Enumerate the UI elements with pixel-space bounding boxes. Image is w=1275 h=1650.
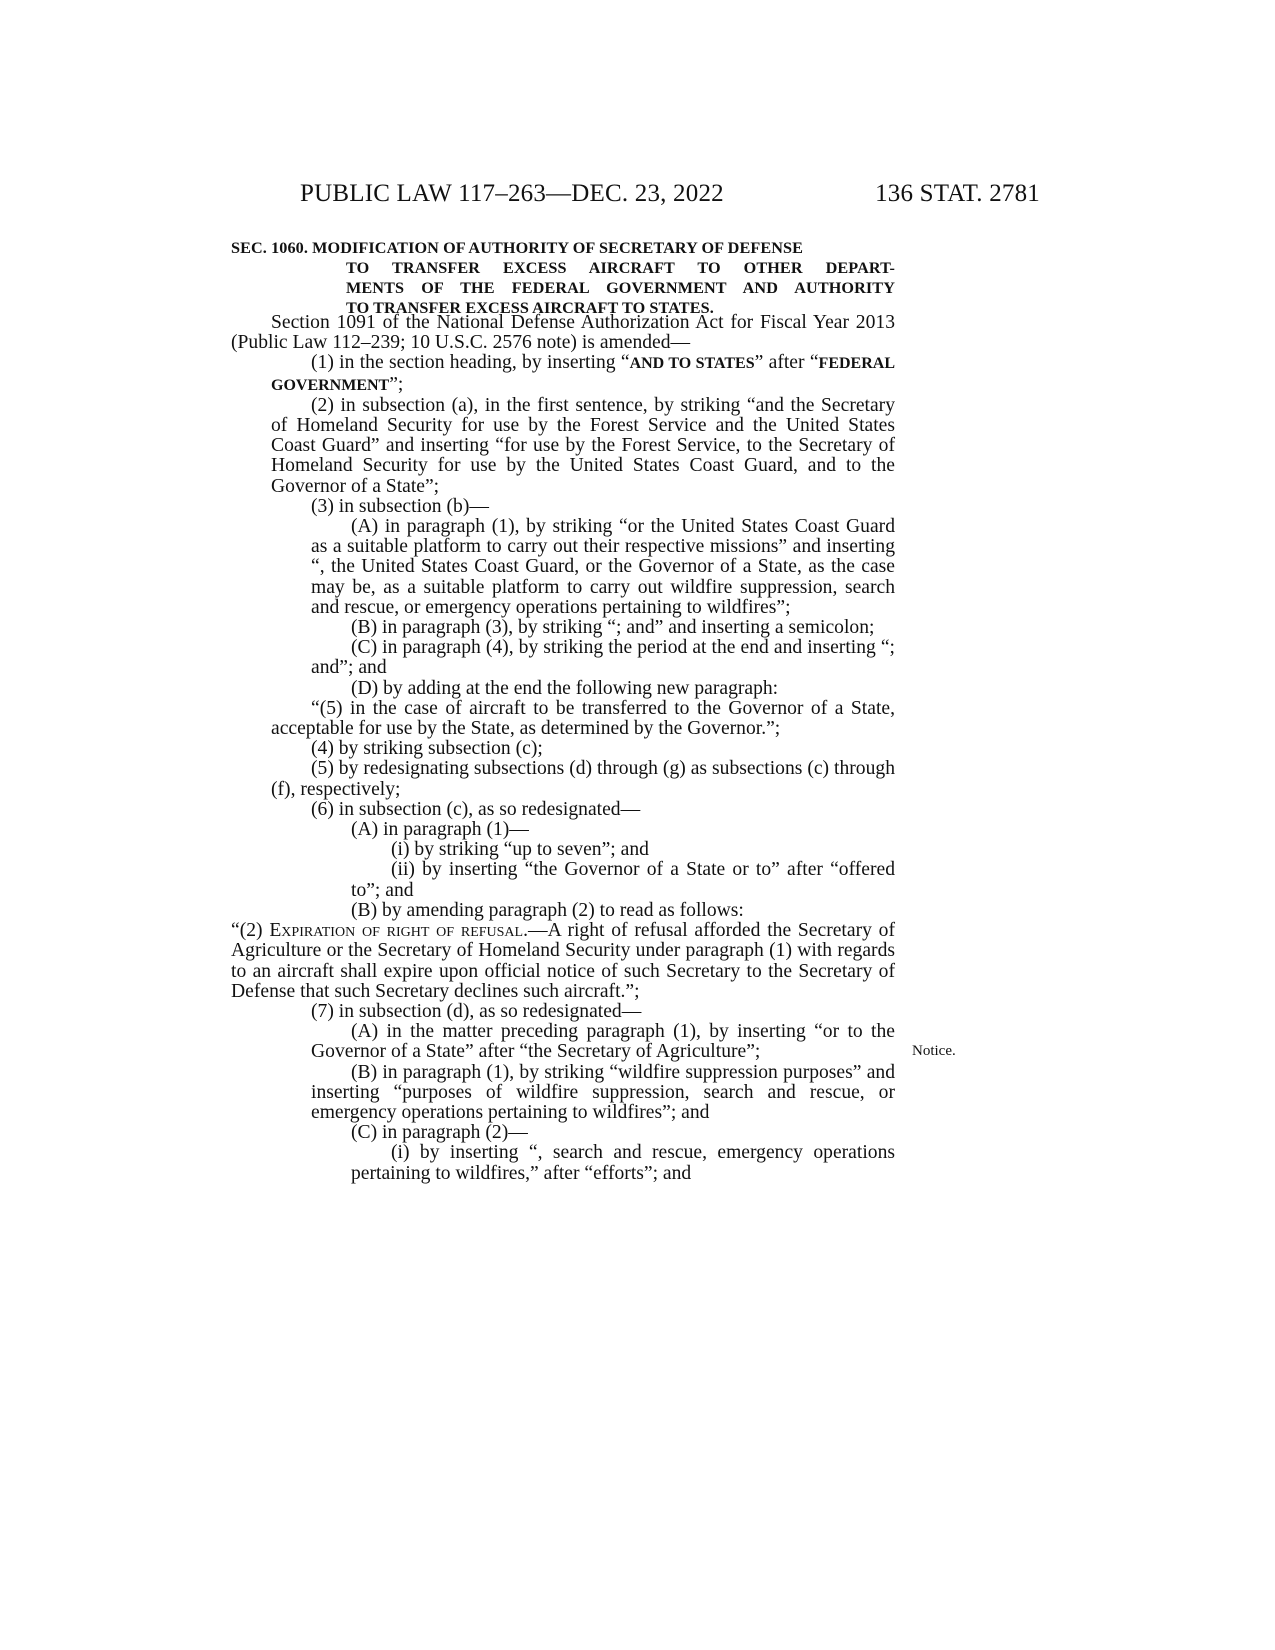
paragraph-3-D: (D) by adding at the end the following new paragraph:	[351, 677, 779, 699]
paragraph-6: (6) in subsection (c), as so redesignated—	[311, 798, 641, 820]
paragraph-5: (5) by redesignating subsections (d) through (g) as subsections (c) through (f), respectively;	[271, 758, 895, 800]
stat-citation: 136 STAT. 2781	[875, 180, 1040, 207]
law-title: PUBLIC LAW 117–263—DEC. 23, 2022	[300, 180, 724, 207]
section-heading	[231, 238, 895, 318]
paragraph-6-B: (B) by amending paragraph (2) to read as follows:	[351, 899, 744, 921]
quoted-paragraph-2: “(2) Expiration of right of refusal.—A right of refusal afforded the Secretary of Agriculture or the Secretary of Homeland Security under paragraph (1) with regards to an aircraft shall expire upon official notice of such Secretary to the Secretary of Defense that such Secretary declines such aircraft.”;	[231, 920, 895, 1002]
paragraph-7: (7) in subsection (d), as so redesignated—	[311, 1000, 642, 1022]
section-body	[231, 313, 895, 1184]
section-heading-line: MENTS OF THE FEDERAL GOVERNMENT AND AUTHORITY	[346, 279, 895, 297]
paragraph-2: (2) in subsection (a), in the first sentence, by striking “and the Secretary of Homeland Security for use by the Forest Service and the United States Coast Guard” and inserting “for use by the Forest Service, to the Secretary of Homeland Security for use by the United States Coast Guard, and to the Governor of a State”;	[271, 394, 895, 497]
quoted-paragraph-5: “(5) in the case of aircraft to be transferred to the Governor of a State, acceptable for use by the State, as determined by the Governor.”;	[271, 697, 895, 740]
paragraph-7-C-i: (i) by inserting “, search and rescue, emergency operations pertaining to wildfires,” after “efforts”; and	[351, 1142, 895, 1184]
paragraph-7-C: (C) in paragraph (2)—	[351, 1122, 528, 1144]
intro-paragraph: Section 1091 of the National Defense Authorization Act for Fiscal Year 2013 (Public Law 112–239; 10 U.S.C. 2576 note) is amended—	[231, 312, 895, 354]
paragraph-1: (1) in the section heading, by inserting “AND TO STATES” after “FEDERAL GOVERNMENT”;	[271, 352, 895, 395]
section-heading-line: TO TRANSFER EXCESS AIRCRAFT TO STATES.	[346, 299, 714, 317]
paragraph-7-A: (A) in the matter preceding paragraph (1), by inserting “or to the Governor of a State” after “the Secretary of Agriculture”;	[311, 1021, 895, 1063]
paragraph-3: (3) in subsection (b)—	[311, 495, 489, 517]
margin-note: Notice.	[912, 1043, 956, 1059]
paragraph-3-A: (A) in paragraph (1), by striking “or the United States Coast Guard as a suitable platform to carry out their respective missions” and inserting “, the United States Coast Guard, or the Governor of a State, as the case may be, as a suitable platform to carry out wildfire suppression, search and rescue, or emergency operations pertaining to wildfires”;	[311, 516, 895, 618]
paragraph-7-B: (B) in paragraph (1), by striking “wildfire suppression purposes” and inserting “purposes of wildfire suppression, search and rescue, or emergency operations pertaining to wildfires”; and	[311, 1061, 895, 1123]
paragraph-3-C: (C) in paragraph (4), by striking the period at the end and inserting “; and”; and	[311, 637, 895, 679]
paragraph-6-A-ii: (ii) by inserting “the Governor of a State or to” after “offered to”; and	[351, 859, 895, 901]
section-heading-line: TO TRANSFER EXCESS AIRCRAFT TO OTHER DEPART-	[346, 259, 895, 277]
paragraph-6-A: (A) in paragraph (1)—	[351, 819, 529, 841]
section-heading-line: SEC. 1060. MODIFICATION OF AUTHORITY OF SECRETARY OF DEFENSE	[231, 239, 804, 257]
paragraph-4: (4) by striking subsection (c);	[311, 738, 543, 760]
paragraph-3-B: (B) in paragraph (3), by striking “; and” and inserting a semicolon;	[351, 617, 875, 639]
paragraph-6-A-i: (i) by striking “up to seven”; and	[391, 839, 649, 861]
